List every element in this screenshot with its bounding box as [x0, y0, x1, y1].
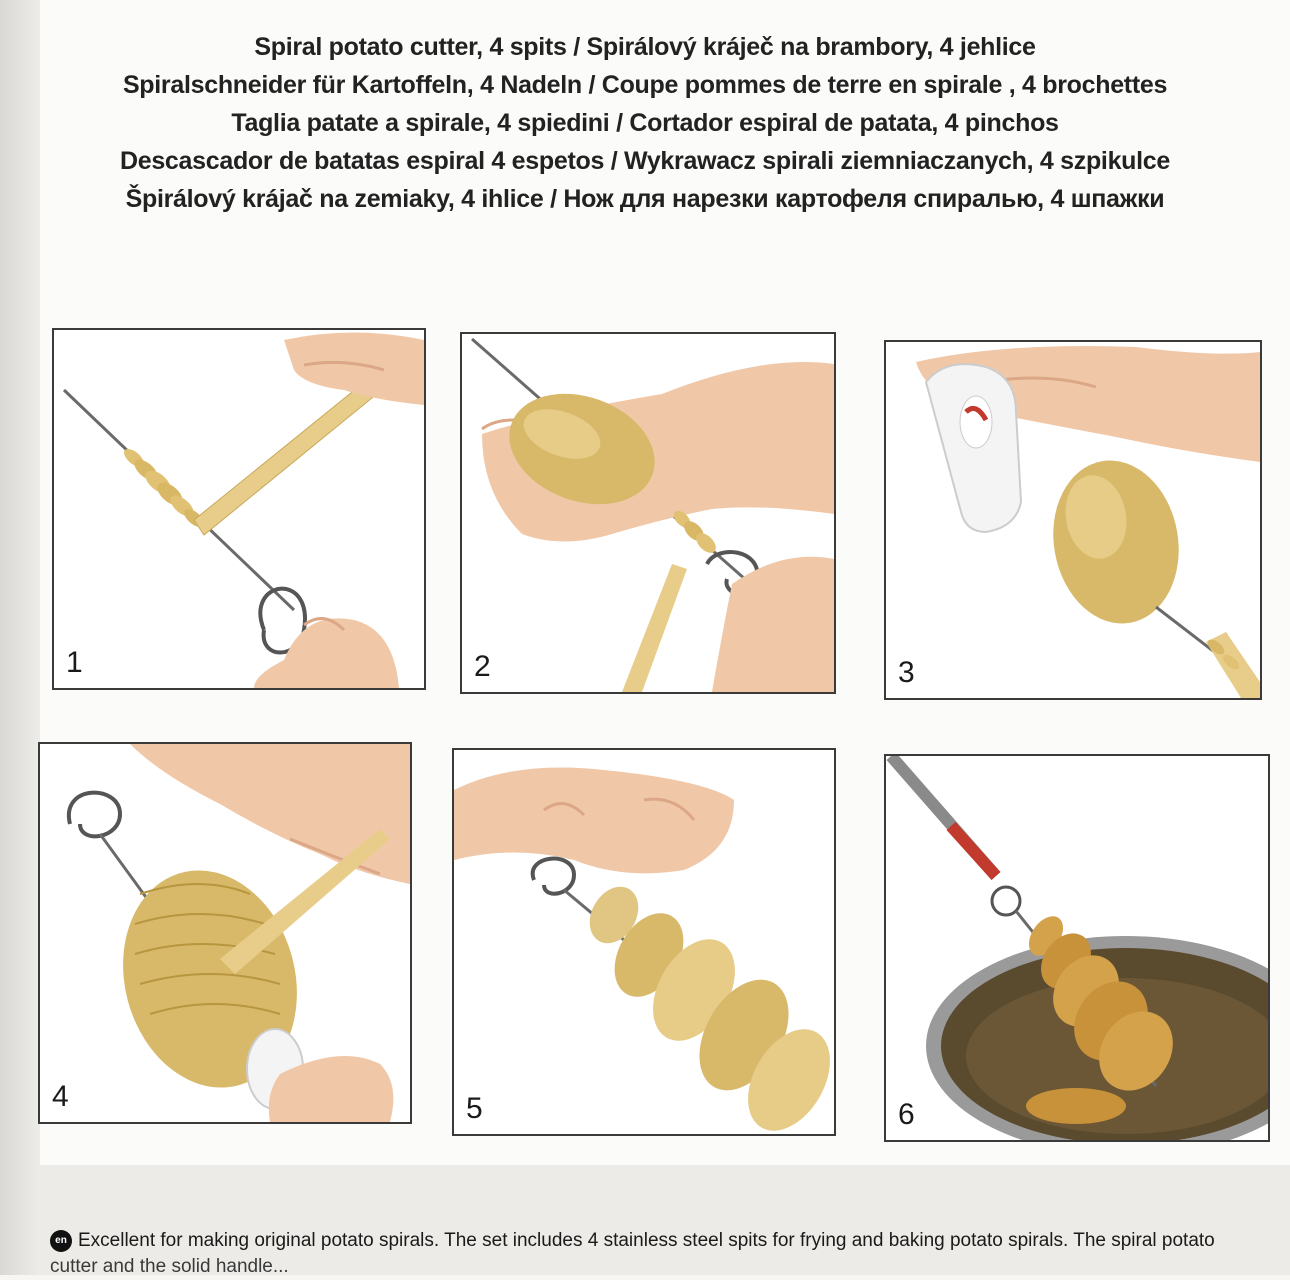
description-line-1-text: Excellent for making original potato spirals. The set includes 4 stainless steel spits for frying and baking potato spirals. The spiral potato — [78, 1230, 1215, 1251]
frying-spiral — [1026, 1088, 1126, 1124]
hand-top — [130, 744, 410, 884]
step-6-illustration — [886, 756, 1268, 1140]
spiral-coils — [121, 446, 207, 531]
red-grip — [951, 826, 996, 876]
title-line-4: Descascador de batatas espiral 4 espetos / Wykrawacz spirali ziemniaczanych, 4 szpikulce — [119, 147, 1171, 175]
step-2-illustration — [462, 334, 834, 692]
spiral-coils — [671, 508, 720, 557]
step-number-3: 3 — [898, 656, 915, 689]
step-number-1: 1 — [66, 646, 83, 679]
skewer-ring — [69, 793, 120, 837]
step-panel-6 — [884, 754, 1270, 1142]
step-panel-4 — [38, 742, 412, 1124]
potato-spiral-slices — [580, 878, 834, 1134]
step-panel-5 — [452, 748, 836, 1136]
skewer-ring — [533, 859, 574, 894]
description-text — [50, 1228, 1290, 1280]
skewer-ring — [992, 887, 1020, 915]
language-badge: en — [50, 1230, 72, 1252]
title-line-5: Špirálový krájač na zemiaky, 4 ihlice / Нож для нарезки картофеля спиралью, 4 шпажки — [125, 185, 1165, 213]
step-5-illustration — [454, 750, 834, 1134]
product-title-block — [0, 28, 1290, 218]
step-panel-1 — [52, 328, 426, 690]
title-line-2: Spiralschneider für Kartoffeln, 4 Nadeln / Coupe pommes de terre en spirale , 4 brochettes — [122, 71, 1168, 99]
description-line-1 — [50, 1228, 1290, 1254]
description-line-2: cutter and the solid handle... — [50, 1256, 289, 1277]
step-1-illustration — [54, 330, 424, 688]
title-line-1: Spiral potato cutter, 4 spits / Spirálový kráječ na brambory, 4 jehlice — [254, 33, 1036, 61]
step-4-illustration — [40, 744, 410, 1122]
step-number-4: 4 — [52, 1080, 69, 1113]
cutter-handle — [622, 564, 687, 692]
title-line-3: Taglia patate a spirale, 4 spiedini / Cortador espiral de patata, 4 pinchos — [231, 109, 1059, 137]
step-number-2: 2 — [474, 650, 491, 683]
step-3-illustration — [886, 342, 1260, 698]
hand-top — [454, 768, 734, 874]
hand-bottom — [712, 557, 834, 692]
step-number-5: 5 — [466, 1092, 483, 1125]
step-panel-2 — [460, 332, 836, 694]
step-panel-3 — [884, 340, 1262, 700]
white-cutter — [926, 364, 1021, 532]
step-number-6: 6 — [898, 1098, 915, 1131]
